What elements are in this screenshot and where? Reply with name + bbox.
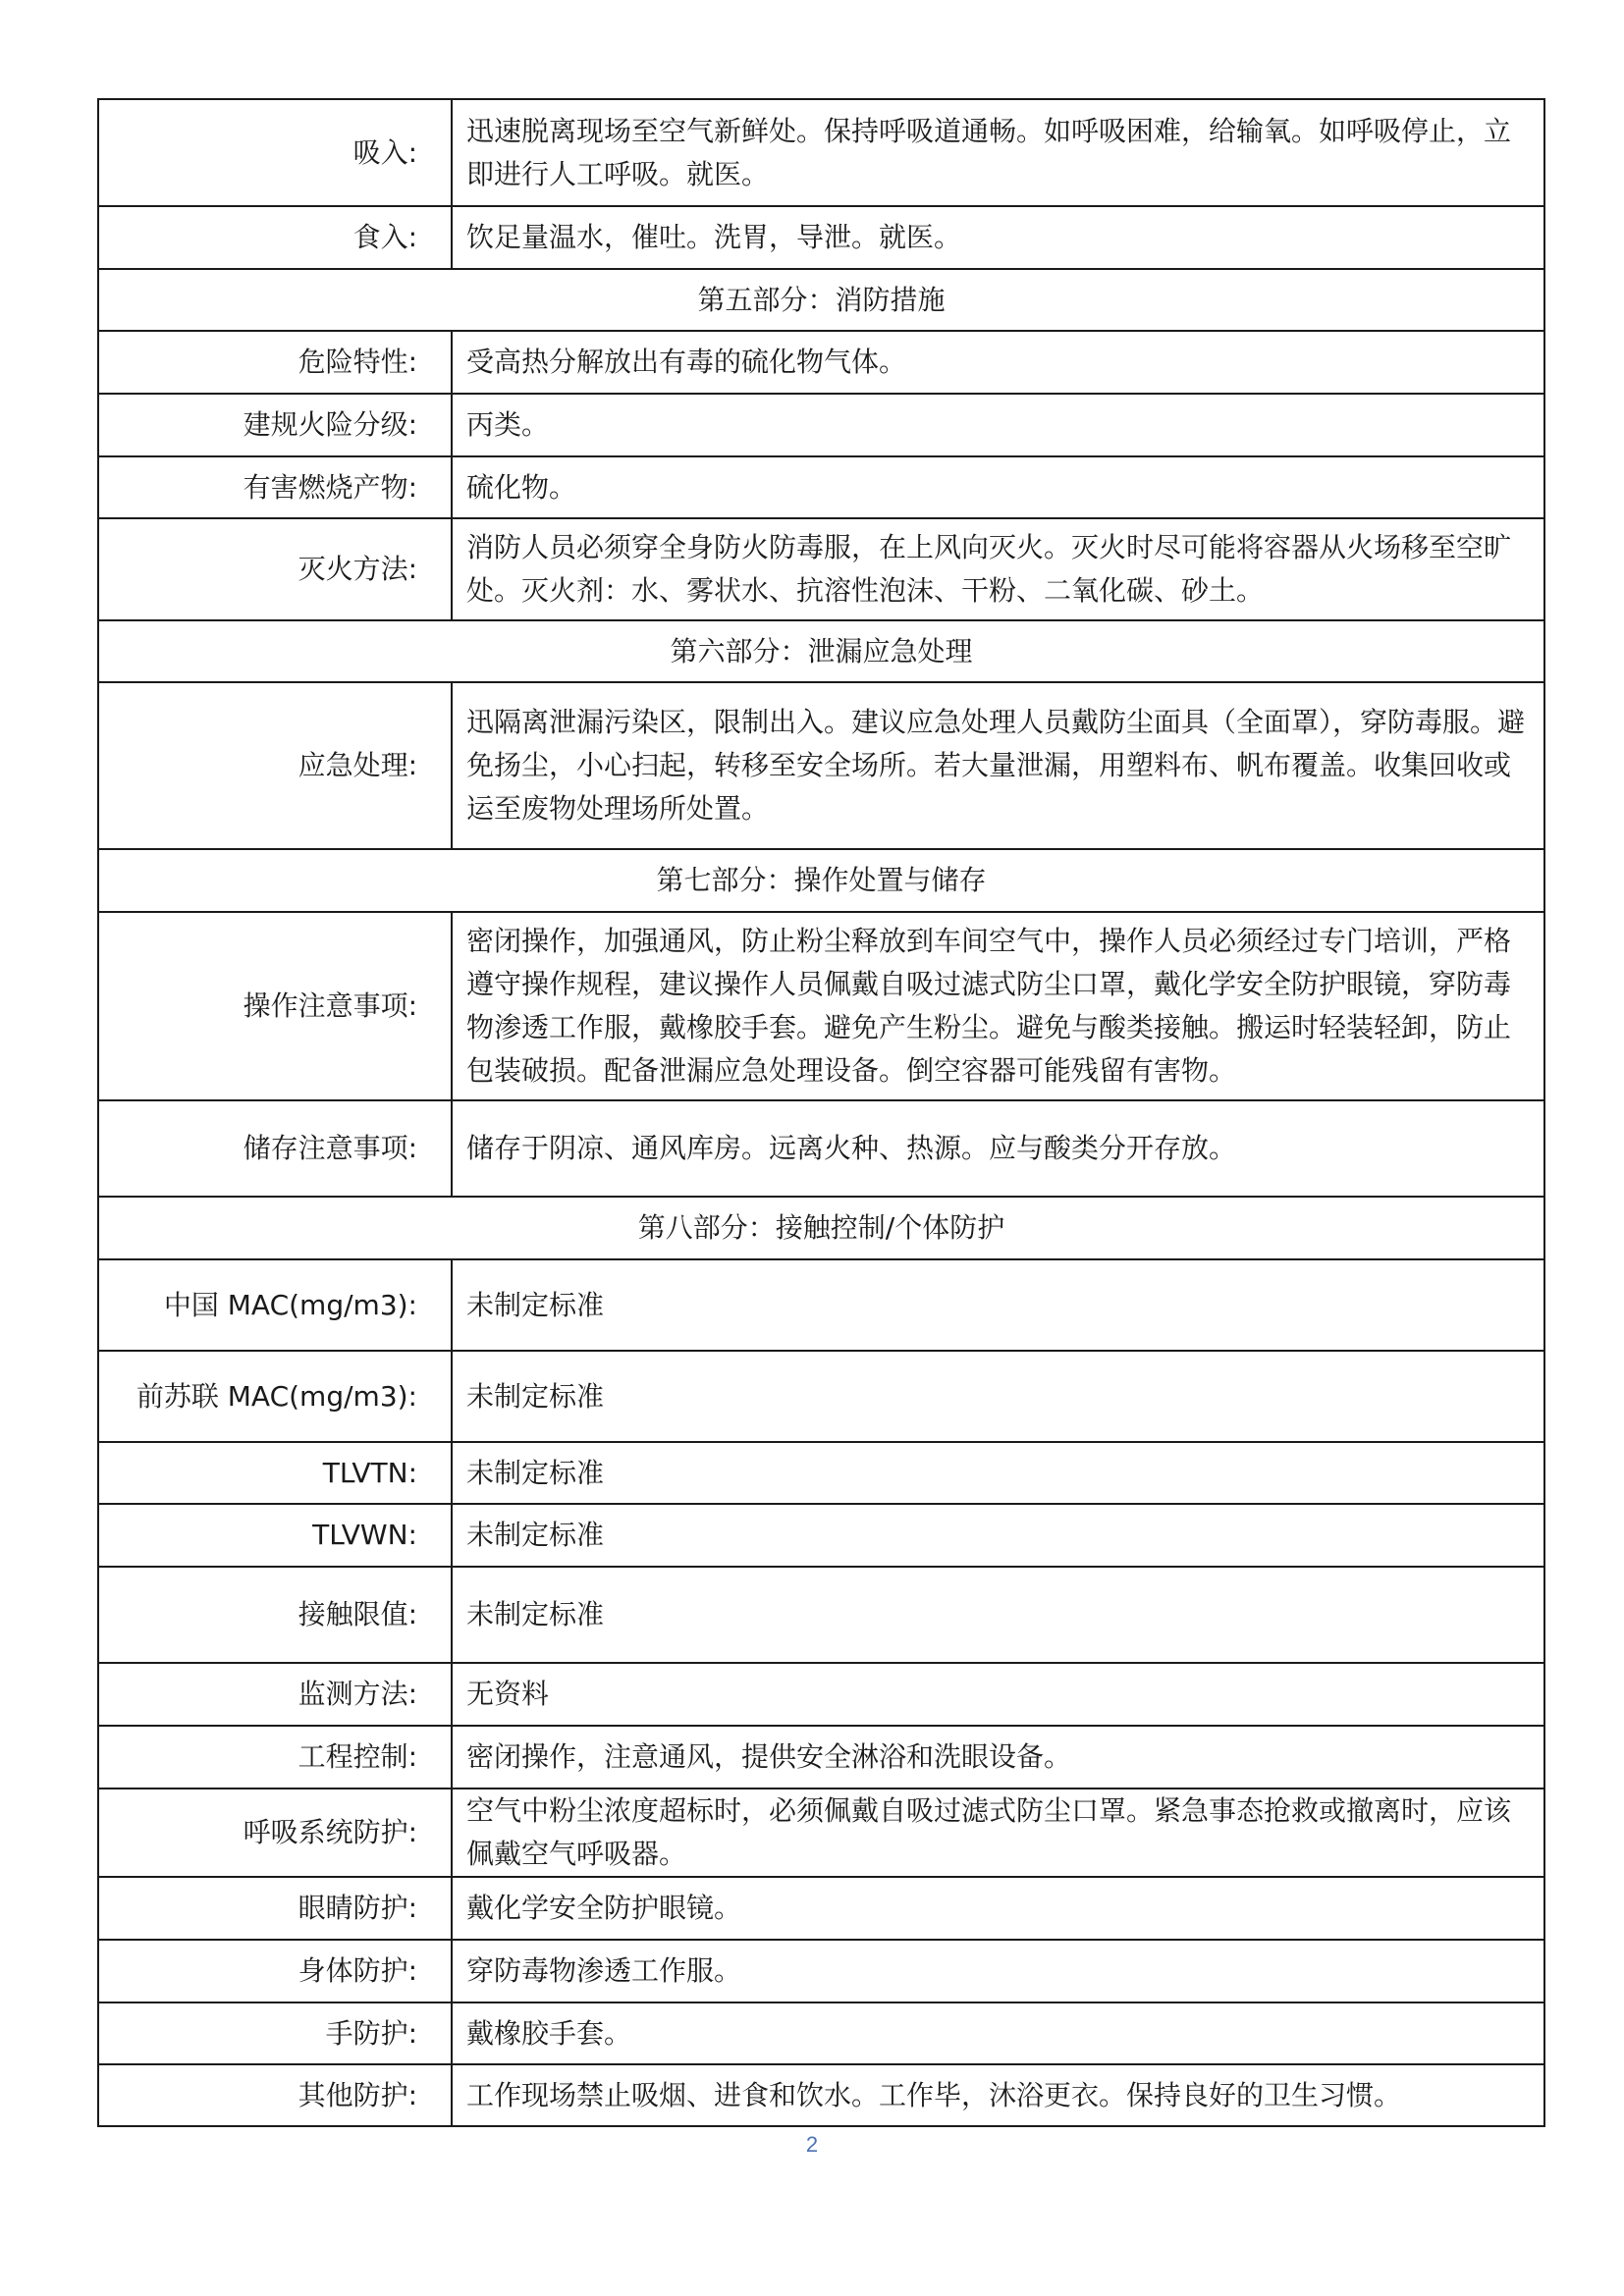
table-row — [98, 1442, 1544, 1504]
row-label: 其他防护: — [98, 2064, 452, 2126]
row-label: 灭火方法: — [98, 518, 452, 620]
row-value: 消防人员必须穿全身防火防毒服，在上风向灭火。灭火时尽可能将容器从火场移至空旷处。灭火剂：水、雾状水、抗溶性泡沫、干粉、二氧化碳、砂土。 — [452, 518, 1544, 620]
row-label: TLVTN: — [98, 1442, 452, 1504]
table-row — [98, 1504, 1544, 1567]
row-label: 眼睛防护: — [98, 1877, 452, 1940]
row-value: 密闭操作，注意通风，提供安全淋浴和洗眼设备。 — [452, 1726, 1544, 1789]
row-label: 储存注意事项: — [98, 1100, 452, 1197]
row-value: 未制定标准 — [452, 1351, 1544, 1442]
row-value: 迅隔离泄漏污染区，限制出入。建议应急处理人员戴防尘面具（全面罩），穿防毒服。避免扬尘，小心扫起，转移至安全场所。若大量泄漏，用塑料布、帆布覆盖。收集回收或运至废物处理场所处置。 — [452, 682, 1544, 849]
table-row — [98, 518, 1544, 620]
row-value: 饮足量温水，催吐。洗胃，导泄。就医。 — [452, 206, 1544, 269]
row-value: 穿防毒物渗透工作服。 — [452, 1940, 1544, 2002]
section-title: 第五部分：消防措施 — [98, 269, 1544, 331]
section-header — [98, 1197, 1544, 1259]
row-value: 硫化物。 — [452, 456, 1544, 518]
row-label: 中国 MAC(mg/m3): — [98, 1259, 452, 1351]
table-row — [98, 1351, 1544, 1442]
section-header — [98, 620, 1544, 682]
table-row — [98, 1100, 1544, 1197]
row-label: TLVWN: — [98, 1504, 452, 1567]
row-label: 有害燃烧产物: — [98, 456, 452, 518]
table-row — [98, 1726, 1544, 1789]
table-row — [98, 331, 1544, 394]
row-label: 监测方法: — [98, 1663, 452, 1726]
page-number: 2 — [805, 2132, 819, 2157]
row-label: 工程控制: — [98, 1726, 452, 1789]
table-row — [98, 1259, 1544, 1351]
row-value: 戴橡胶手套。 — [452, 2002, 1544, 2064]
row-value: 未制定标准 — [452, 1504, 1544, 1567]
table-row — [98, 394, 1544, 456]
row-label: 吸入: — [98, 99, 452, 206]
table-row — [98, 206, 1544, 269]
row-label: 呼吸系统防护: — [98, 1789, 452, 1877]
row-label: 操作注意事项: — [98, 912, 452, 1100]
row-value: 储存于阴凉、通风库房。远离火种、热源。应与酸类分开存放。 — [452, 1100, 1544, 1197]
table-row — [98, 1940, 1544, 2002]
table-row — [98, 99, 1544, 206]
section-title: 第八部分：接触控制/个体防护 — [98, 1197, 1544, 1259]
table-row — [98, 1789, 1544, 1877]
table-row — [98, 1877, 1544, 1940]
row-value: 空气中粉尘浓度超标时，必须佩戴自吸过滤式防尘口罩。紧急事态抢救或撤离时，应该佩戴空气呼吸器。 — [452, 1789, 1544, 1877]
table-row — [98, 1663, 1544, 1726]
row-label: 应急处理: — [98, 682, 452, 849]
table-row — [98, 912, 1544, 1100]
row-label: 危险特性: — [98, 331, 452, 394]
section-title: 第七部分：操作处置与储存 — [98, 849, 1544, 912]
row-label: 建规火险分级: — [98, 394, 452, 456]
table-row — [98, 2064, 1544, 2126]
row-value: 丙类。 — [452, 394, 1544, 456]
row-value: 未制定标准 — [452, 1567, 1544, 1663]
row-label: 接触限值: — [98, 1567, 452, 1663]
row-value: 迅速脱离现场至空气新鲜处。保持呼吸道通畅。如呼吸困难，给输氧。如呼吸停止，立即进行人工呼吸。就医。 — [452, 99, 1544, 206]
table-row — [98, 2002, 1544, 2064]
table-row — [98, 682, 1544, 849]
row-value: 未制定标准 — [452, 1442, 1544, 1504]
row-label: 食入: — [98, 206, 452, 269]
row-value: 密闭操作，加强通风，防止粉尘释放到车间空气中，操作人员必须经过专门培训，严格遵守操作规程，建议操作人员佩戴自吸过滤式防尘口罩，戴化学安全防护眼镜，穿防毒物渗透工作服，戴橡胶手套。避免产生粉尘。避免与酸类接触。搬运时轻装轻卸，防止包装破损。配备泄漏应急处理设备。倒空容器可能残留有害物。 — [452, 912, 1544, 1100]
row-label: 身体防护: — [98, 1940, 452, 2002]
msds-table — [97, 98, 1545, 2127]
row-value: 无资料 — [452, 1663, 1544, 1726]
section-title: 第六部分：泄漏应急处理 — [98, 620, 1544, 682]
row-value: 戴化学安全防护眼镜。 — [452, 1877, 1544, 1940]
row-label: 前苏联 MAC(mg/m3): — [98, 1351, 452, 1442]
row-value: 未制定标准 — [452, 1259, 1544, 1351]
table-row — [98, 1567, 1544, 1663]
row-label: 手防护: — [98, 2002, 452, 2064]
section-header — [98, 269, 1544, 331]
row-value: 工作现场禁止吸烟、进食和饮水。工作毕，沐浴更衣。保持良好的卫生习惯。 — [452, 2064, 1544, 2126]
row-value: 受高热分解放出有毒的硫化物气体。 — [452, 331, 1544, 394]
section-header — [98, 849, 1544, 912]
table-row — [98, 456, 1544, 518]
